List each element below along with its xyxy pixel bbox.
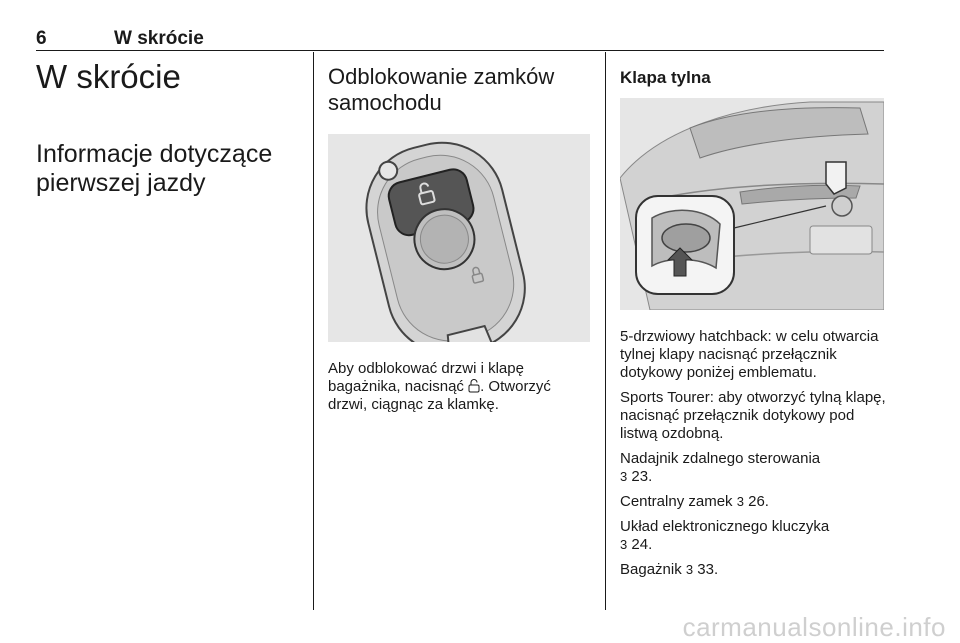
column-2 — [328, 58, 590, 421]
subsection-title: Informacje dotyczące pierwszej jazdy — [36, 139, 273, 197]
running-title: W skrócie — [114, 28, 204, 49]
unlock-instruction: Aby odblokować drzwi i klapę bagażnika, nacisnąć . Otworzyć drzwi, ciągnąc za klamkę. — [328, 359, 551, 413]
hatchback-instruction: 5-drzwiowy hatchback: w celu otwarcia tylnej klapy nacisnąć przełącznik dotykowy poniżej emblematu. — [620, 328, 879, 381]
column-1 — [36, 58, 298, 197]
cross-reference: Bagażnik 3 33. — [620, 561, 719, 578]
unlock-padlock-icon — [468, 379, 480, 393]
column-divider — [605, 52, 606, 610]
key-fob-illustration — [328, 134, 590, 342]
unlock-heading: Odblokowanie zamków samochodu — [328, 64, 555, 115]
reference-arrow-icon: 3 — [736, 494, 744, 509]
cross-reference: Centralny zamek 3 26. — [620, 493, 769, 510]
watermark: carmanualsonline.info — [682, 612, 946, 642]
tailgate-illustration — [620, 98, 884, 310]
page-header — [36, 28, 884, 51]
page-number: 6 — [36, 28, 47, 49]
cross-reference: Układ elektronicznego kluczyka 3 24. — [620, 518, 830, 553]
reference-arrow-icon: 3 — [620, 537, 628, 552]
section-title: W skrócie — [36, 58, 181, 95]
column-3 — [620, 58, 890, 586]
reference-arrow-icon: 3 — [685, 562, 694, 577]
tailgate-heading: Klapa tylna — [620, 68, 711, 87]
sports-tourer-instruction: Sports Tourer: aby otworzyć tylną klapę, nacisnąć przełącznik dotykowy pod listwą ozdobną. — [620, 389, 886, 442]
cross-reference: Nadajnik zdalnego sterowania 3 23. — [620, 450, 821, 485]
reference-arrow-icon: 3 — [620, 469, 628, 484]
column-divider — [313, 52, 314, 610]
